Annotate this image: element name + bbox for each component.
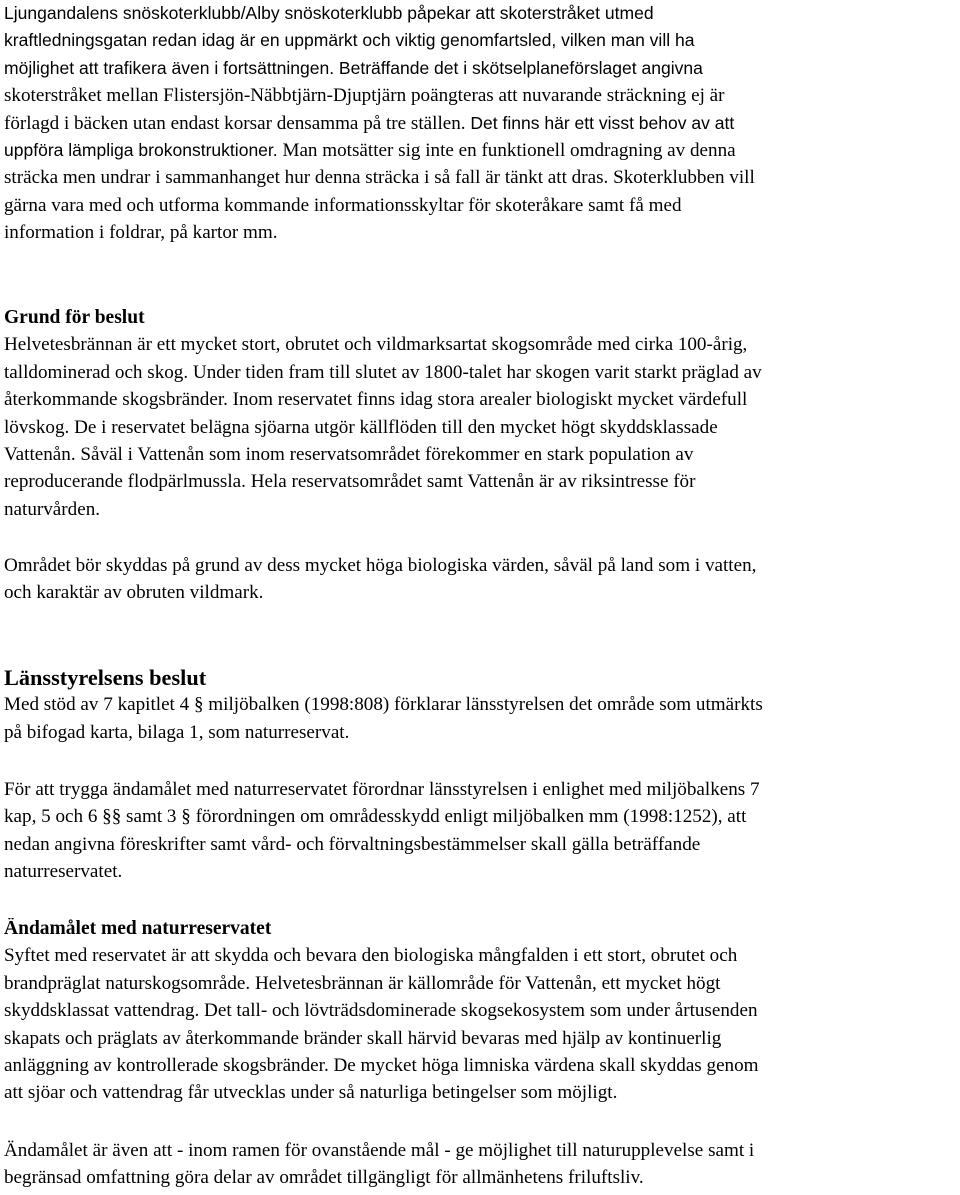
andamal-p2-line-2: begränsad omfattning göra delar av området tillgängligt för allmänhetens friluftsliv.	[4, 1167, 644, 1189]
andamal-line-2: brandpräglat naturskogsområde. Helvetesbrännan är källområde för Vattenån, ett mycket högt	[4, 972, 721, 994]
intro-line-7	[4, 164, 956, 191]
intro-line-6-rest: Man motsätter sig inte en funktionell omdragning av denna	[282, 140, 736, 162]
beslut-p2-line-3: nedan angivna föreskrifter samt vård- och förvaltningsbestämmelser skall gälla beträffande	[4, 833, 701, 855]
grund-section	[4, 304, 960, 523]
andamal-line-6: att sjöar och vattendrag får utvecklas under så naturliga betingelser som möjligt.	[4, 1082, 618, 1104]
intro-line-9: information i foldrar, på kartor mm.	[4, 222, 278, 244]
andamal-line-1: Syftet med reservatet är att skydda och bevara den biologiska mångfalden i ett stort, obrutet och	[4, 945, 738, 967]
intro-line-6	[4, 137, 956, 164]
intro-line-6-start: uppföra lämpliga brokonstruktioner.	[4, 140, 278, 161]
intro-line-8: gärna vara med och utforma kommande informationsskyltar för skoteråkare samt få med	[4, 194, 682, 216]
intro-paragraph	[4, 0, 960, 247]
grund-line-2: talldominerad och skog. Under tiden fram till slutet av 1800-talet har skogen varit starkt präglad av	[4, 361, 762, 383]
grund-line-7: naturvården.	[4, 498, 101, 520]
andamal-p2-line-1: Ändamålet är även att - inom ramen för ovanstående mål - ge möjlighet till naturupplevelse samt i	[4, 1140, 755, 1161]
beslut-line-2: på bifogad karta, bilaga 1, som naturreservat.	[4, 721, 350, 743]
intro-line-3	[4, 55, 956, 82]
beslut-line-1: Med stöd av 7 kapitlet 4 § miljöbalken (1998:808) förklarar länsstyrelsen det område som utmärkts	[4, 694, 763, 716]
andamal-line-5: anläggning av kontrollerade skogsbränder. De mycket höga limniska värdena skall skyddas genom	[4, 1055, 759, 1077]
beslut-heading: Länsstyrelsens beslut	[4, 665, 207, 690]
andamal-line-3: skyddsklassat vattendrag. Det tall- och lövträdsdominerade skogsekosystem som under årtusenden	[4, 1000, 758, 1022]
grund-p2-line-1: Området bör skyddas på grund av dess mycket höga biologiska värden, såväl på land som i vatten,	[4, 555, 757, 576]
intro-line-3-rest: Beträffande det i skötselplaneförslaget angivna	[338, 57, 703, 78]
beslut-p2-line-4: naturreservatet.	[4, 861, 123, 883]
intro-line-5-rest: Det finns här ett visst behov av att	[470, 112, 735, 133]
intro-line-4: skoterstråket mellan Flistersjön-Näbbtjärn-Djuptjärn poängteras att nuvarande sträckning ej är	[4, 85, 725, 107]
beslut-p2-line-1: För att trygga ändamålet med naturreservatet förordnar länsstyrelsen i enlighet med miljöbalkens 7	[4, 779, 760, 800]
intro-line-3-start: möjlighet att trafikera även i fortsättningen.	[4, 57, 335, 78]
grund-line-3: återkommande skogsbränder. Inom reservatet finns idag stora arealer biologiskt mycket värdefull	[4, 389, 748, 411]
andamal-section	[4, 915, 960, 1107]
andamal-line-4: skapats och präglats av återkommande bränder skall härvid bevaras med hjälp av kontinuerlig	[4, 1027, 722, 1049]
grund-p2-line-2: och karaktär av obruten vildmark.	[4, 582, 264, 604]
andamal-heading: Ändamålet med naturreservatet	[4, 918, 272, 939]
andamal-paragraph-2	[4, 1137, 960, 1192]
grund-line-1: Helvetesbrännan är ett mycket stort, obrutet och vildmarksartat skogsområde med cirka 100-årig,	[4, 334, 748, 356]
grund-paragraph-2	[4, 552, 960, 607]
beslut-section	[4, 664, 960, 746]
intro-line-5	[4, 110, 956, 137]
intro-line-2: kraftledningsgatan redan idag är en uppmärkt och viktig genomfartsled, vilken man vill ha	[4, 30, 695, 51]
grund-line-5: Vattenån. Såväl i Vattenån som inom reservatsområdet förekommer en stark population av	[4, 444, 694, 466]
grund-line-4: lövskog. De i reservatet belägna sjöarna utgör källflöden till den mycket högt skyddsklassade	[4, 416, 718, 438]
intro-line-7-rest: Skoterklubben vill	[613, 167, 755, 189]
beslut-p2-line-2: kap, 5 och 6 §§ samt 3 § förordningen om områdesskydd enligt miljöbalken mm (1998:1252), att	[4, 806, 747, 828]
intro-line-1: Ljungandalens snöskoterklubb/Alby snöskoterklubb påpekar att skoterstråket utmed	[4, 3, 654, 23]
beslut-paragraph-2	[4, 776, 960, 886]
intro-line-7-start: sträcka men undrar i sammanhanget hur denna sträcka i så fall är tänkt att dras.	[4, 167, 609, 189]
grund-line-6: reproducerande flodpärlmussla. Hela reservatsområdet samt Vattenån är av riksintresse för	[4, 471, 696, 493]
intro-line-5-start: förlagd i bäcken utan endast korsar densamma på tre ställen.	[4, 112, 466, 134]
grund-heading: Grund för beslut	[4, 307, 145, 328]
